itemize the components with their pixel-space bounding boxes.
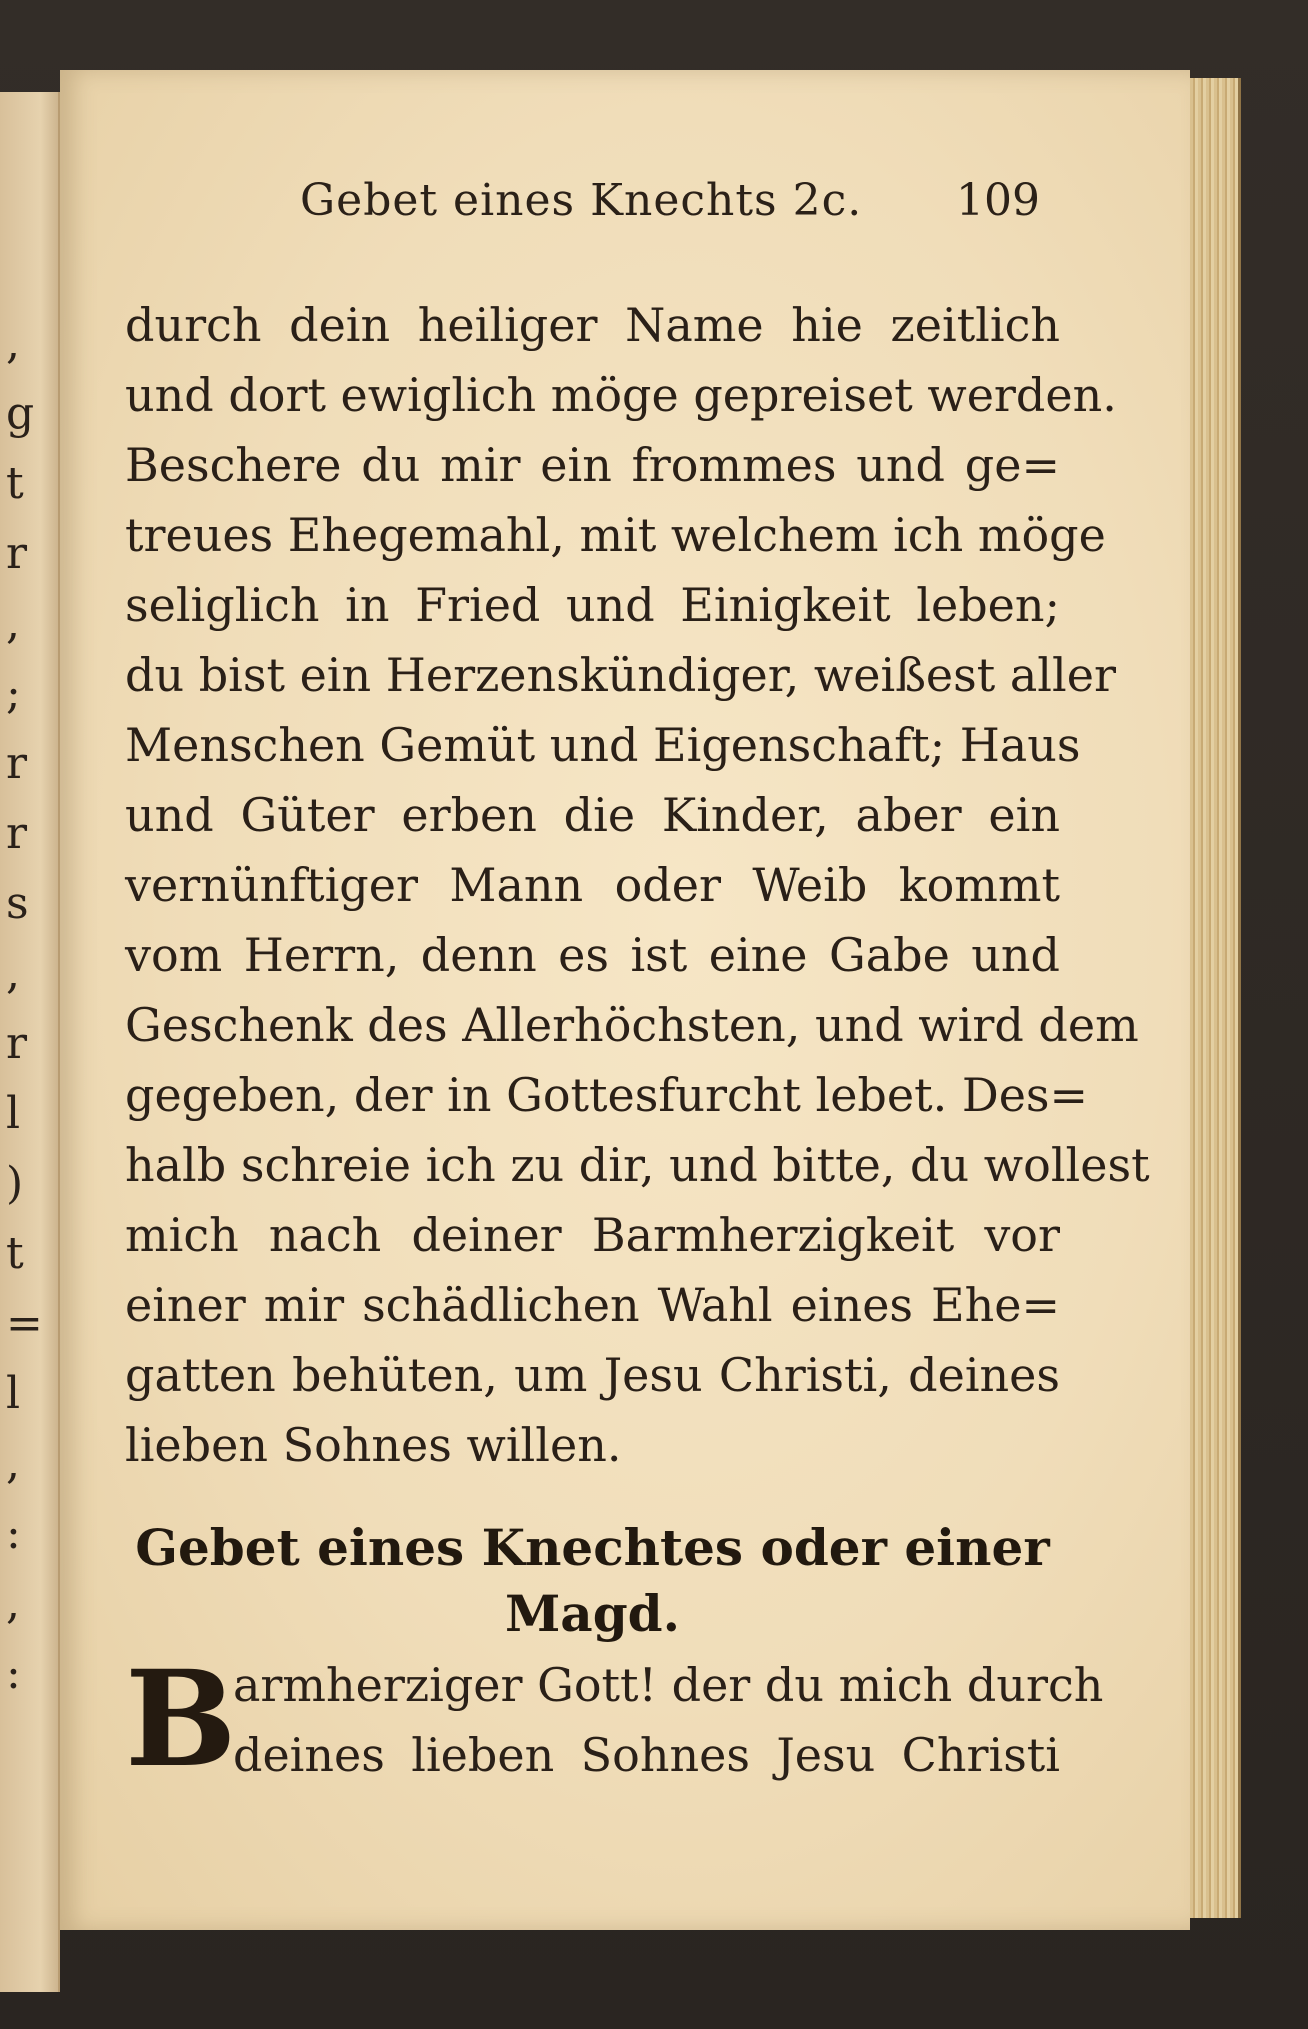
text-line: armherziger Gott! der du mich durch	[233, 1658, 1104, 1712]
facing-page-fragment: l	[6, 1088, 21, 1139]
text-line: du bist ein Herzenskündiger, weißest aller	[125, 648, 1116, 702]
facing-page-fragment: ,	[6, 1438, 20, 1489]
text-line: gatten behüten, um Jesu Christi, deines	[125, 1348, 1060, 1402]
facing-page-fragment: :	[6, 1648, 21, 1699]
section-heading: Gebet eines Knechtes oder einer Magd.	[135, 1518, 1050, 1643]
drop-cap: B	[125, 1642, 237, 1797]
facing-page-fragment: g	[6, 388, 35, 439]
running-head: Gebet eines Knechts 2c.	[300, 175, 863, 226]
facing-page-fragment: t	[6, 458, 24, 509]
text-line: deines lieben Sohnes Jesu Christi	[233, 1728, 1060, 1782]
page-number: 109	[956, 175, 1040, 226]
text-line: durch dein heiliger Name hie zeitlich	[125, 298, 1060, 352]
text-line: gegeben, der in Gottesfurcht lebet. Des=	[125, 1068, 1089, 1122]
facing-page-fragment: ,	[6, 948, 20, 999]
facing-page-fragment: =	[6, 1298, 43, 1349]
text-line: halb schreie ich zu dir, und bitte, du wollest	[125, 1138, 1150, 1192]
text-line: Beschere du mir ein frommes und ge=	[125, 438, 1060, 492]
facing-page-fragment: ,	[6, 318, 20, 369]
page-block-edge	[1190, 78, 1241, 1918]
body-paragraph	[125, 290, 1150, 1480]
text-line: vom Herrn, denn es ist eine Gabe und	[125, 928, 1060, 982]
text-line: und Güter erben die Kinder, aber ein	[125, 788, 1060, 842]
page-header	[300, 175, 1060, 245]
facing-page-fragment: )	[6, 1158, 24, 1209]
facing-page-fragment: ,	[6, 1578, 20, 1629]
text-line: lieben Sohnes willen.	[125, 1418, 622, 1472]
text-line: vernünftiger Mann oder Weib kommt	[125, 858, 1060, 912]
text-line: Geschenk des Allerhöchsten, und wird dem	[125, 998, 1139, 1052]
text-line: und dort ewiglich möge gepreiset werden.	[125, 368, 1117, 422]
facing-page-fragment: r	[6, 528, 28, 579]
facing-page-fragment: :	[6, 1508, 21, 1559]
facing-page-fragment: l	[6, 1368, 21, 1419]
prayer-paragraph	[125, 1642, 1104, 1797]
text-line: Menschen Gemüt und Eigenschaft; Haus	[125, 718, 1081, 772]
text-line: mich nach deiner Barmherzigkeit vor	[125, 1208, 1060, 1262]
facing-page-fragment: ,	[6, 598, 20, 649]
facing-page-fragment: ;	[6, 668, 21, 719]
facing-page-fragment: r	[6, 738, 28, 789]
text-line: treues Ehegemahl, mit welchem ich möge	[125, 508, 1106, 562]
facing-page-fragment: r	[6, 1018, 28, 1069]
text-line: einer mir schädlichen Wahl eines Ehe=	[125, 1278, 1060, 1332]
facing-page-fragment: t	[6, 1228, 24, 1279]
facing-page-edge	[0, 92, 60, 1992]
facing-page-fragment: r	[6, 808, 28, 859]
text-line: seliglich in Fried und Einigkeit leben;	[125, 578, 1060, 632]
facing-page-fragment: s	[6, 878, 29, 929]
